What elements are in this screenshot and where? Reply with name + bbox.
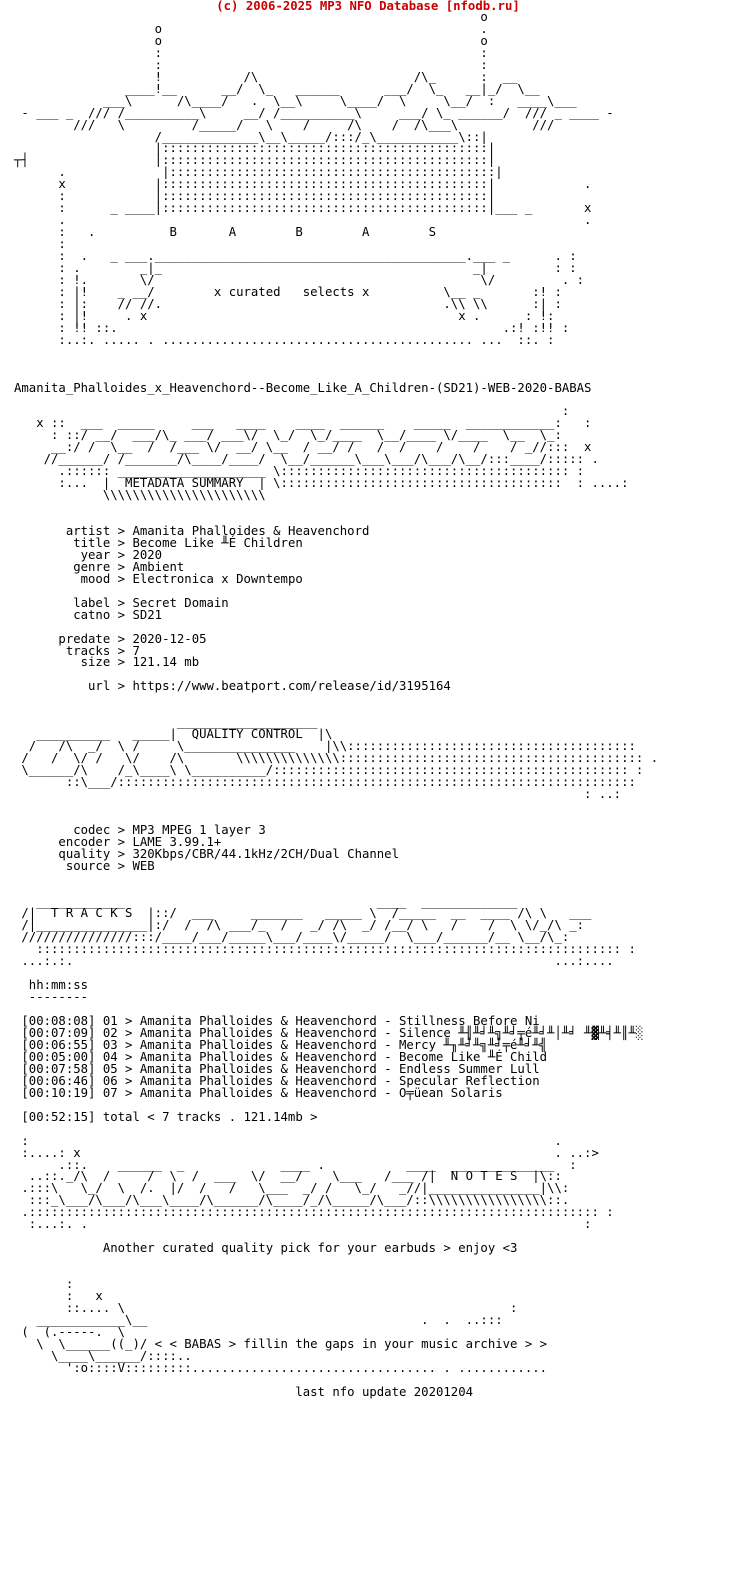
metadata-genre-value: Ambient [132, 559, 185, 574]
quality-source-value: WEB [132, 858, 155, 873]
metadata-header-art-line: .:::::: ____________________ \::::::::::::::::::::::::::::::::::::::: : [14, 464, 585, 479]
metadata-title-value: Become Like ╨É Children [132, 535, 303, 550]
metadata-url-row [14, 679, 451, 693]
track-row: [00:06:55] 03 > Amanita Phalloides & Heavenchord - Mercy ╨╖╨╛╨╗╨╛╤é╨╛╨╣ [14, 1037, 548, 1052]
logo-art-line: o . [14, 21, 488, 36]
metadata-year-key: year > [14, 547, 133, 562]
tracks-time-underline: -------- [14, 990, 89, 1005]
footer-art-line: ::.... \ : [14, 1300, 518, 1315]
metadata-header-art-line: :... | METADATA SUMMARY | \:::::::::::::::::::::::::::::::::::::: : ....: [14, 476, 629, 491]
metadata-mood-row [14, 572, 303, 586]
metadata-label-key: label > [14, 595, 133, 610]
tracks-header-art-line: ///////////////:::/____/___/_____\___/____\/_____/ \___/______/__ \__/\_: [14, 930, 570, 945]
logo-art-line: ┬┤ |::::::::::::::::::::::::::::::::::::::::::::| [14, 153, 496, 168]
footer-art-line: : [14, 1277, 74, 1292]
copyright-banner: (c) 2006-2025 MP3 NFO Database [nfodb.ru] [216, 0, 520, 13]
notes-header-art-line: :....: x . ..:> [14, 1145, 599, 1160]
logo-art-line: : . _|_ _| : : [14, 261, 577, 276]
metadata-label-value: Secret Domain [132, 595, 229, 610]
quality-encoder-key: encoder > [14, 834, 133, 849]
logo-art-line: x |::::::::::::::::::::::::::::::::::::::::::::| . [14, 177, 592, 192]
tracks-header-art-line: ____________ ____ _____________ [14, 894, 518, 909]
metadata-url-value[interactable]: https://www.beatport.com/release/id/3195164 [132, 679, 451, 694]
metadata-predate-value: 2020-12-05 [132, 631, 207, 646]
notes-text: Another curated quality pick for your earbuds > enjoy <3 [14, 1241, 518, 1256]
metadata-artist-key: artist > [14, 523, 133, 538]
footer-art-line: ( (.-----. \ [14, 1324, 148, 1339]
logo-art-line: ___\ /\____/ . \__\ \____/ \ \__/ : ____\___ [14, 93, 577, 108]
footer-art-line: : x [14, 1288, 103, 1303]
logo-art-line: : . _ ___.__________________________________________.___ _ . : [14, 249, 577, 264]
metadata-year-value: 2020 [132, 547, 163, 562]
track-row: [00:07:09] 02 > Amanita Phalloides & Heavenchord - Silence ╨╢╨╛╨╗╨╛╤é╨╛╨│╨╛ ╨▓╨╡╨║╨░ [14, 1026, 644, 1041]
quality-header-art-line: __________ _____| QUALITY CONTROL |\ [14, 727, 333, 742]
nfo-document [14, 12, 658, 1399]
tracks-header-art-line: ...:.:. ...:.... [14, 954, 614, 969]
track-row: [00:08:08] 01 > Amanita Phalloides & Heavenchord - Stillness Before Ni [14, 1014, 540, 1029]
metadata-tracks-key: tracks > [14, 643, 133, 658]
metadata-predate-key: predate > [14, 631, 133, 646]
last-update: last nfo update 20201204 [14, 1384, 474, 1399]
logo-art-line: : |! _ __/ x curated selects x \__ _ :! : [14, 284, 562, 299]
quality-header-art-line: : ..: [14, 786, 622, 801]
release-name: Amanita_Phalloides_x_Heavenchord--Become_Like_A_Children-(SD21)-WEB-2020-BABAS [14, 380, 592, 395]
logo-art-line: : !! ::. .:! :!! : [14, 320, 570, 335]
tracks-header-art-line: /|_______________|:/ / /\ ___/_ / _/ /\ _/ /__/ \ / / \ \/_/\ _: [14, 918, 585, 933]
quality-encoder-value: LAME 3.99.1+ [132, 834, 222, 849]
notes-header-art-line: :...:. . : [14, 1217, 592, 1232]
logo-art-line: : |::::::::::::::::::::::::::::::::::::::::::::| [14, 189, 496, 204]
metadata-catno-key: catno > [14, 607, 133, 622]
metadata-header-art-line: __:/ / \__ / /___ \/ __/ \__ / __/ / / / / / / _//::: x [14, 440, 592, 455]
notes-header-art-line: .:::\ \_/ \ /. |/ / / \___ _/ / \_/ _//|_______________|\\: [14, 1181, 570, 1196]
logo-art-line: o o [14, 33, 488, 48]
logo-art-line: : !. \/ \/ . : [14, 272, 585, 287]
tracks-header-art-line: ::::::::::::::::::::::::::::::::::::::::::::::::::::::::::::::::::::::::::::::: : [14, 942, 636, 957]
quality-codec-key: codec > [14, 822, 133, 837]
track-row: [00:05:00] 04 > Amanita Phalloides & Heavenchord - Become Like ╨É Child [14, 1049, 548, 1064]
quality-quality-key: quality > [14, 846, 133, 861]
metadata-header-art-line: //______/ /_______/\____/____/ \__/______\___\___/\___/\__/:::____/::::: . [14, 452, 599, 467]
metadata-header-art-line: : [14, 404, 570, 419]
quality-header-art-line: ___________________ [14, 715, 318, 730]
metadata-header-art-line: \\\\\\\\\\\\\\\\\\\\\\ [14, 488, 266, 503]
notes-header-art-line: :::_\___/\___/\___\____/\______/\____/_/\_____/\___/::\\\\\\\\\\\\\\\\::. [14, 1193, 570, 1208]
logo-art-line: : : [14, 57, 488, 72]
notes-header-art-line: ..::._/\ / / \ / ___ \/ __/ \___ /___ /| N O T E S |\:: [14, 1169, 562, 1184]
metadata-title-key: title > [14, 535, 133, 550]
logo-art-line: ____!__ __/ \_ ______ ___/ \_ __|_/ \__ [14, 81, 540, 96]
footer-art-line: \ \______((_)/ < < BABAS > fillin the gaps in your music archive > > [14, 1336, 548, 1351]
logo-art-line: - ___ _ /// /__________\ __/ /__________\ ___/ \_ ______/ /// _ ____ - [14, 105, 614, 120]
logo-art-line: : |: // //. .\\ \\ :| : [14, 296, 562, 311]
quality-source-key: source > [14, 858, 133, 873]
metadata-size-key: size > [14, 655, 133, 670]
metadata-header-art-line: x :: ___ _____ ___ ____ ____ ______ _____ ____________: : [14, 416, 592, 431]
logo-art-line: : : [14, 45, 488, 60]
metadata-catno-value: SD21 [132, 607, 163, 622]
notes-header-art-line: .::. ______ _ ____ . ____ ______________ : [14, 1157, 577, 1172]
metadata-catno-row [14, 608, 162, 622]
logo-art-line: /_____________\__\_____/:::/_\___________\::| [14, 129, 488, 144]
metadata-genre-key: genre > [14, 559, 133, 574]
logo-art-line: |::::::::::::::::::::::::::::::::::::::::::::| [14, 141, 496, 156]
track-row: [00:06:46] 06 > Amanita Phalloides & Heavenchord - Specular Reflection [14, 1073, 540, 1088]
quality-header-art-line: / / \/ / \/ /\ \\\\\\\\\\\\\\::::::::::::::::::::::::::::::::::::::::: . [14, 751, 659, 766]
quality-codec-value: MP3 MPEG 1 layer 3 [132, 822, 266, 837]
metadata-size-row [14, 655, 199, 669]
quality-source-row [14, 859, 155, 873]
metadata-header-art-line: : ::/ __/ ___/\_ ___/ ___\/ \_/ \_/____ \__/____ \/____ \__ \_: [14, 428, 562, 443]
logo-art-line: . |::::::::::::::::::::::::::::::::::::::::::::| [14, 165, 503, 180]
tracks-total: [00:52:15] total < 7 tracks . 121.14mb > [14, 1109, 318, 1124]
metadata-mood-value: Electronica x Downtempo [132, 571, 303, 586]
quality-header-art-line: \______/\ /_\____\ \__________/:::::::::::::::::::::::::::::::::::::::::::::::: : [14, 763, 644, 778]
metadata-tracks-value: 7 [132, 643, 140, 658]
footer-art-line: ':o::::V:::::::::................................. . ............ [14, 1360, 548, 1375]
quality-header-art-line: / /\ _/ \ / \_______________ |\\::::::::::::::::::::::::::::::::::::::: [14, 739, 636, 754]
logo-art-line: : . B A B A S [14, 225, 436, 240]
quality-header-art-line: ::\___/:::::::::::::::::::::::::::::::::::::::::::::::::::::::::::::::::::::: [14, 775, 636, 789]
logo-art-line: ! /\ /\_ : __ [14, 69, 518, 84]
logo-art-line: o [14, 10, 488, 24]
logo-art-line: : [14, 237, 66, 252]
quality-quality-value: 320Kbps/CBR/44.1kHz/2CH/Dual Channel [132, 846, 399, 861]
logo-art-line: : |! . x x . : !: [14, 308, 555, 323]
footer-art-line: ____________\__ . . ..::: [14, 1312, 503, 1327]
notes-header-art-line: : . [14, 1133, 562, 1148]
track-row: [00:07:58] 05 > Amanita Phalloides & Heavenchord - Endless Summer Lull [14, 1061, 540, 1076]
logo-art-line: : _ ____|::::::::::::::::::::::::::::::::::::::::::::|___ _ x [14, 201, 592, 216]
metadata-url-key: url > [14, 679, 133, 694]
metadata-mood-key: mood > [14, 571, 133, 586]
footer-art-line: \____\______/::::.. [14, 1348, 192, 1363]
notes-header-art-line: .::::::::::::::::::::::::::::::::::::::::::::::::::::::::::::::::::::::::::::: : [14, 1205, 614, 1220]
metadata-size-value: 121.14 mb [132, 655, 200, 670]
logo-art-line: . . [14, 213, 592, 228]
logo-art-line: /// \ /_____/ \ / /\ / /\___\ /// [14, 117, 555, 132]
metadata-artist-value: Amanita Phalloides & Heavenchord [132, 523, 370, 538]
track-row: [00:10:19] 07 > Amanita Phalloides & Heavenchord - O╤üean Solaris [14, 1085, 503, 1100]
logo-art-line: :..:. ..... . .......................................... ... ::. : [14, 332, 555, 347]
tracks-header-art-line: /| T R A C K S |::/ ___ _______ _____ \ /_____ __ ____ /\ \ ___ [14, 906, 592, 921]
tracks-time-header: hh:mm:ss [14, 978, 89, 993]
